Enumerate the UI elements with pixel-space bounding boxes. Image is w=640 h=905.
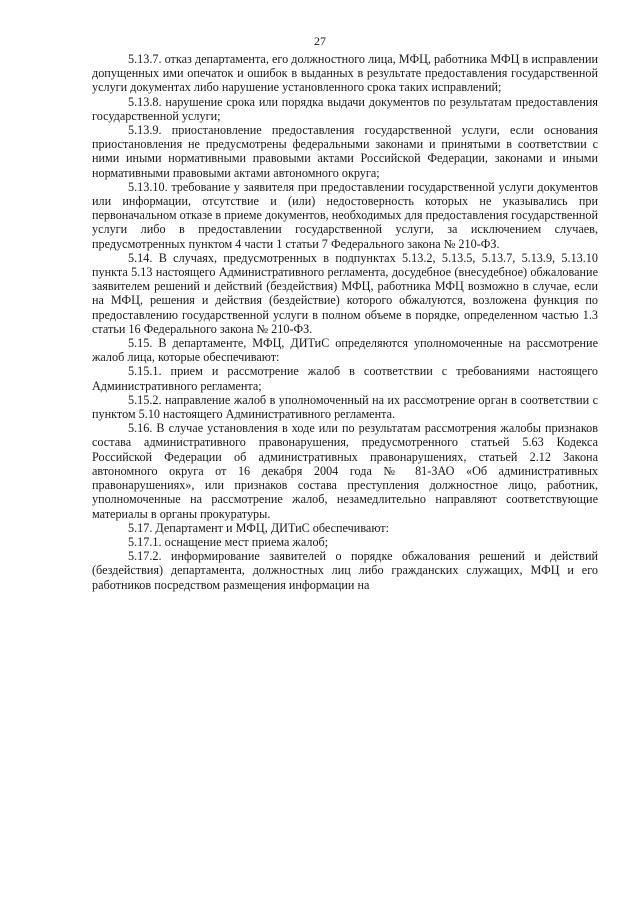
paragraph-5-17: 5.17. Департамент и МФЦ, ДИТиС обеспечивают: [128, 520, 389, 535]
paragraph-5-17-2: 5.17.2. информирование заявителей о порядке обжалования решений и действий (бездействия) департамента, должностных лиц либо гражданских служащих, МФЦ и его работников посредством размещения информации на [92, 549, 598, 592]
paragraph-5-13-7: 5.13.7. отказ департамента, его должностного лица, МФЦ, работника МФЦ в исправлении допущенных ими опечаток и ошибок в выданных в результате предоставления государственной услуги документах либо нарушение установленного срока таких исправлений; [92, 52, 598, 95]
page-number: 27 [314, 34, 326, 48]
paragraph-5-13-10: 5.13.10. требование у заявителя при предоставлении государственной услуги документов или информации, отсутствие и (или) недостоверность которых не указывались при первоначальном отказе в приеме документов, необходимых для предоставления государственной услуги либо в предоставлении государственной услуги, за исключением случаев, предусмотренных пунктом 4 части 1 статьи 7 Федерального закона № 210-ФЗ. [92, 179, 598, 251]
paragraph-5-15: 5.15. В департаменте, МФЦ, ДИТиС определяются уполномоченные на рассмотрение жалоб лица, которые обеспечивают: [92, 336, 598, 365]
paragraph-5-15-2: 5.15.2. направление жалоб в уполномоченный на их рассмотрение орган в соответствии с пунктом 5.10 настоящего Административного регламента. [92, 392, 598, 422]
document-body [92, 52, 598, 592]
paragraph-5-16: 5.16. В случае установления в ходе или по результатам рассмотрения жалобы признаков состава административного правонарушения, предусмотренного статьей 5.63 Кодекса Российской Федерации об административных правонарушениях, статьей 2.12 Закона автономного округа от 16 декабря 2004 года № 81-ЗАО «Об административных правонарушениях», или признаков состава преступления должностное лицо, работник, уполномоченные на рассмотрение жалоб, незамедлительно направляют соответствующие материалы в органы прокуратуры. [92, 421, 598, 521]
paragraph-5-14: 5.14. В случаях, предусмотренных в подпунктах 5.13.2, 5.13.5, 5.13.7, 5.13.9, 5.13.10 пункта 5.13 настоящего Административного регламента, досудебное (внесудебное) обжалование заявителем решений и действий (бездействия) МФЦ, работника МФЦ возможно в случае, если на МФЦ, решения и действия (бездействие) которого обжалуются, возложена функция по предоставлению государственной услуги в полном объеме в порядке, определенном частью 1.3 статьи 16 Федерального закона № 210-ФЗ. [92, 250, 598, 336]
paragraph-5-13-9: 5.13.9. приостановление предоставления государственной услуги, если основания приостановления не предусмотрены федеральными законами и принятыми в соответствии с ними иными нормативными правовыми актами Российской Федерации, законами и иными нормативными правовыми актами автономного округа; [92, 123, 598, 180]
paragraph-5-13-8: 5.13.8. нарушение срока или порядка выдачи документов по результатам предоставления государственной услуги; [92, 94, 598, 123]
paragraph-5-17-1: 5.17.1. оснащение мест приема жалоб; [128, 534, 329, 549]
paragraph-5-15-1: 5.15.1. прием и рассмотрение жалоб в соответствии с требованиями настоящего Административного регламента; [92, 364, 598, 393]
